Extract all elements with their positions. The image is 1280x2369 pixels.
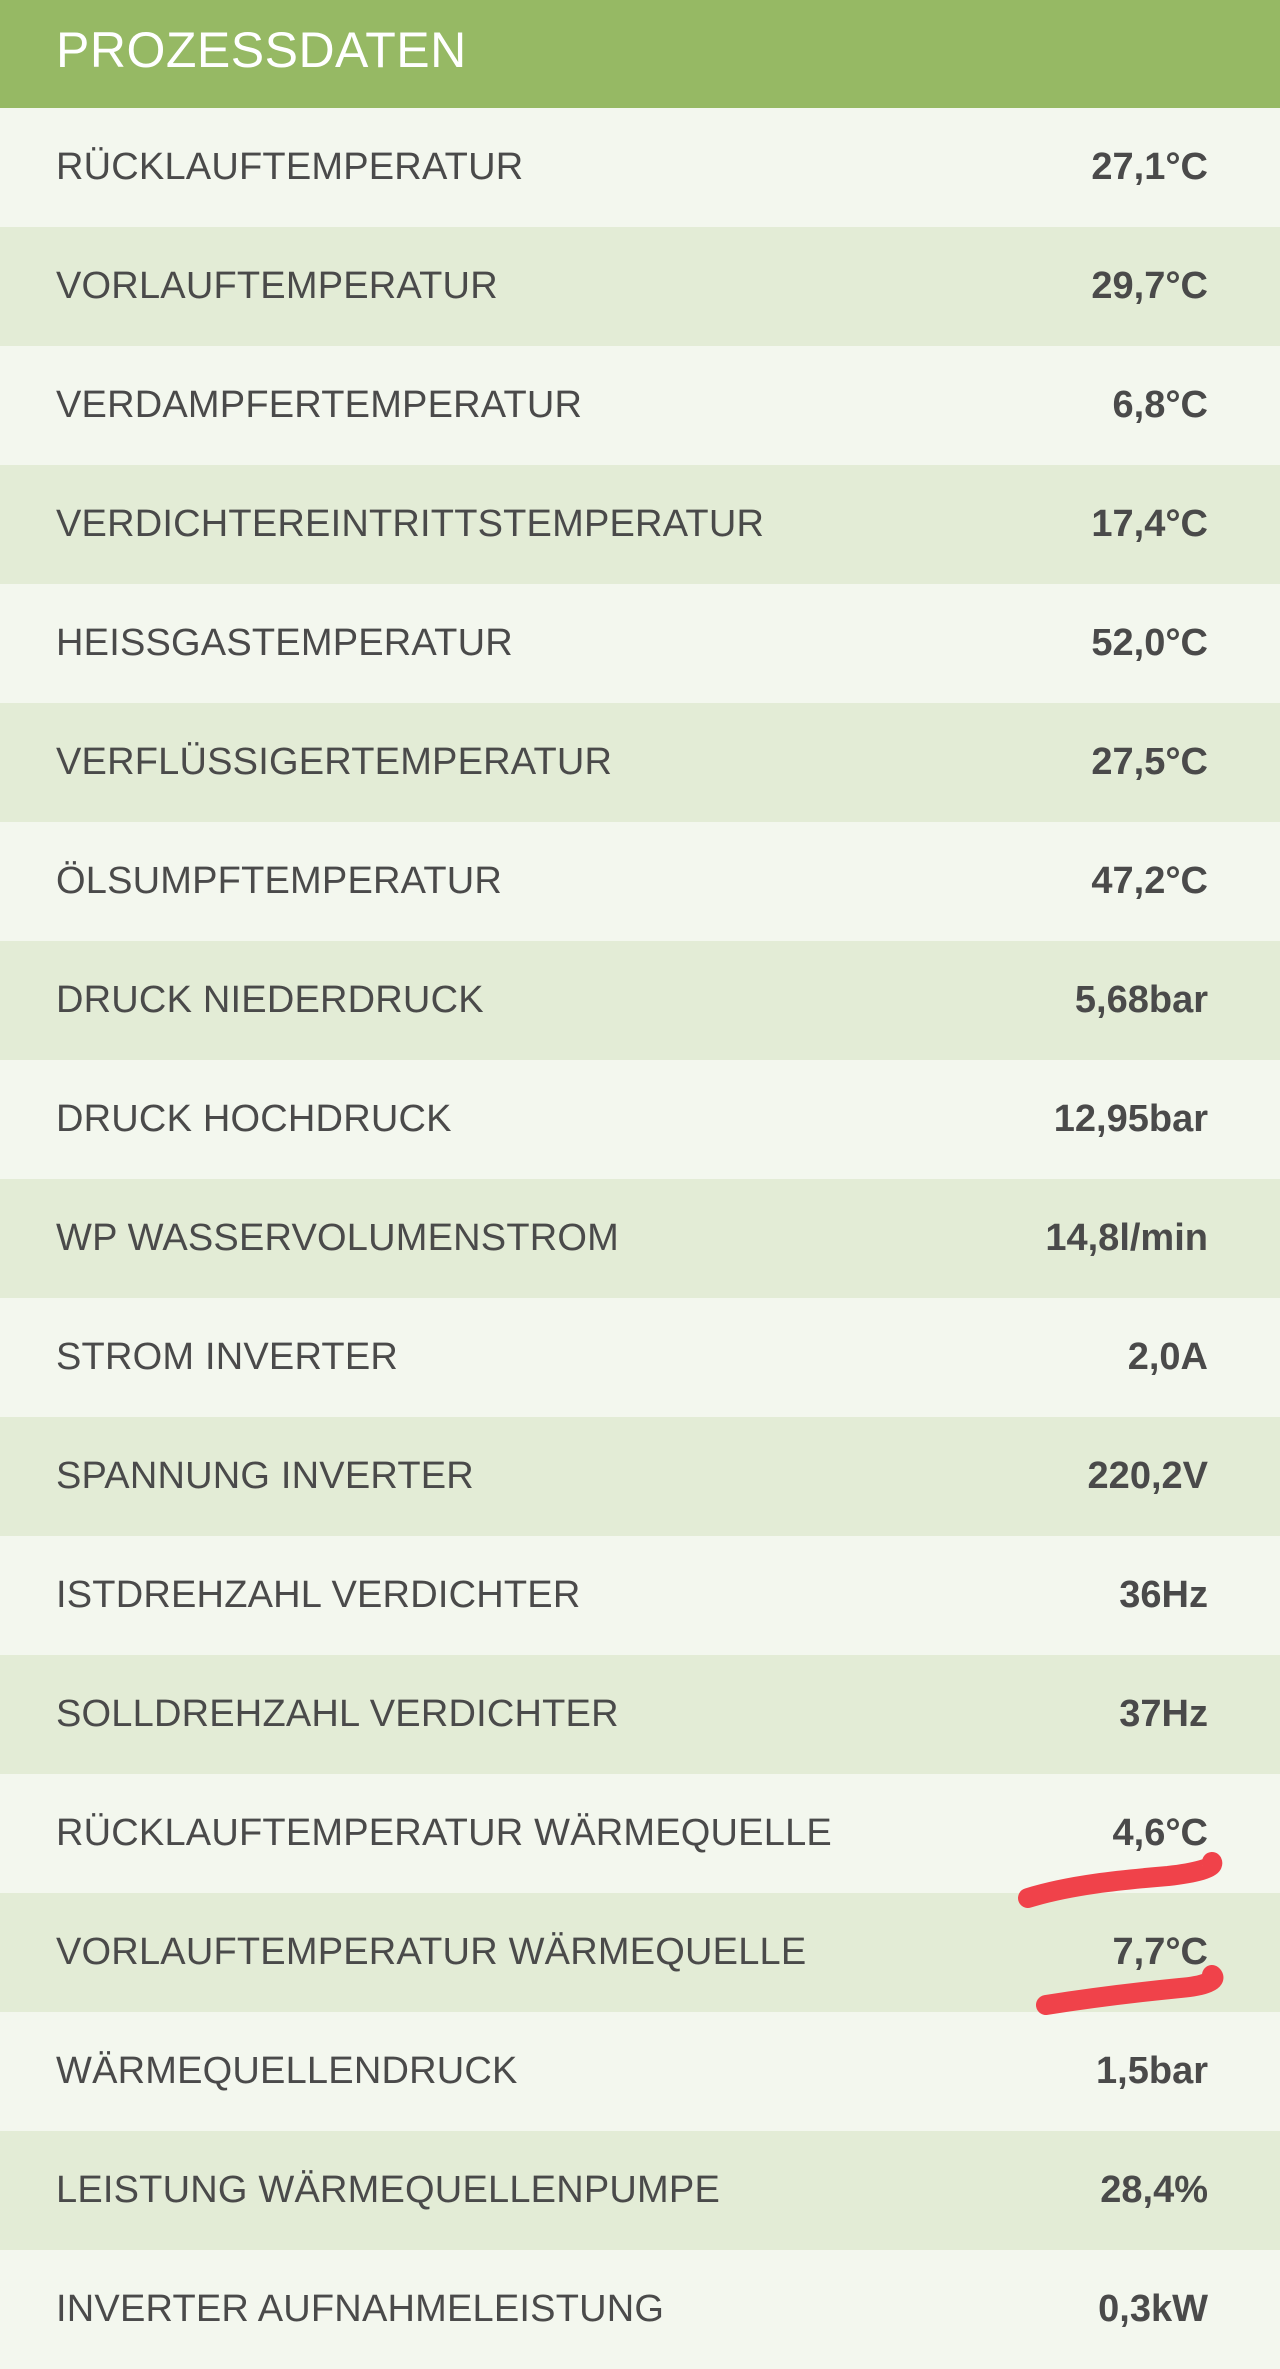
- data-row: [0, 1774, 1280, 1893]
- data-row: [0, 465, 1280, 584]
- row-value: 27,1°C: [1091, 146, 1208, 188]
- row-label: INVERTER AUFNAHMELEISTUNG: [56, 2288, 665, 2330]
- row-label: SPANNUNG INVERTER: [56, 1455, 474, 1497]
- row-label: ÖLSUMPFTEMPERATUR: [56, 860, 503, 902]
- process-data-list: [0, 108, 1280, 2369]
- row-value: 14,8l/min: [1045, 1217, 1208, 1259]
- row-label: RÜCKLAUFTEMPERATUR WÄRMEQUELLE: [56, 1812, 832, 1854]
- row-label: VERDICHTEREINTRITTSTEMPERATUR: [56, 503, 765, 545]
- row-label: VORLAUFTEMPERATUR WÄRMEQUELLE: [56, 1931, 807, 1973]
- row-value: 6,8°C: [1112, 384, 1208, 426]
- row-value: 27,5°C: [1091, 741, 1208, 783]
- data-row: [0, 941, 1280, 1060]
- row-value: 5,68bar: [1074, 979, 1208, 1021]
- row-label: WÄRMEQUELLENDRUCK: [56, 2050, 518, 2092]
- data-row: [0, 346, 1280, 465]
- data-row: [0, 1536, 1280, 1655]
- row-label: DRUCK HOCHDRUCK: [56, 1098, 452, 1140]
- data-row: [0, 2250, 1280, 2369]
- row-value: 29,7°C: [1091, 265, 1208, 307]
- row-label: VERDAMPFERTEMPERATUR: [56, 384, 583, 426]
- section-header: [0, 0, 1280, 108]
- row-value: 47,2°C: [1091, 860, 1208, 902]
- row-label: SOLLDREHZAHL VERDICHTER: [56, 1693, 619, 1735]
- data-row: [0, 703, 1280, 822]
- row-value: 37Hz: [1119, 1693, 1208, 1735]
- data-row: [0, 1298, 1280, 1417]
- row-label: RÜCKLAUFTEMPERATUR: [56, 146, 524, 188]
- row-value: 52,0°C: [1091, 622, 1208, 664]
- row-value: 4,6°C: [1112, 1812, 1208, 1854]
- row-label: VORLAUFTEMPERATUR: [56, 265, 498, 307]
- row-value: 17,4°C: [1091, 503, 1208, 545]
- data-row: [0, 1893, 1280, 2012]
- row-label: HEISSGASTEMPERATUR: [56, 622, 513, 664]
- data-row: [0, 1060, 1280, 1179]
- row-label: STROM INVERTER: [56, 1336, 399, 1378]
- row-label: VERFLÜSSIGERTEMPERATUR: [56, 741, 613, 783]
- data-row: [0, 822, 1280, 941]
- data-row: [0, 1417, 1280, 1536]
- data-row: [0, 1655, 1280, 1774]
- row-label: WP WASSERVOLUMENSTROM: [56, 1217, 620, 1259]
- data-row: [0, 227, 1280, 346]
- row-value: 36Hz: [1119, 1574, 1208, 1616]
- data-row: [0, 584, 1280, 703]
- data-row: [0, 108, 1280, 227]
- row-value: 1,5bar: [1096, 2050, 1208, 2092]
- data-row: [0, 1179, 1280, 1298]
- row-value: 12,95bar: [1053, 1098, 1208, 1140]
- row-label: ISTDREHZAHL VERDICHTER: [56, 1574, 581, 1616]
- row-value: 28,4%: [1100, 2169, 1208, 2211]
- row-label: LEISTUNG WÄRMEQUELLENPUMPE: [56, 2169, 720, 2211]
- row-label: DRUCK NIEDERDRUCK: [56, 979, 484, 1021]
- data-row: [0, 2012, 1280, 2131]
- row-value: 0,3kW: [1098, 2288, 1208, 2330]
- data-row: [0, 2131, 1280, 2250]
- row-value: 2,0A: [1127, 1336, 1208, 1378]
- row-value: 7,7°C: [1112, 1931, 1208, 1973]
- row-value: 220,2V: [1087, 1455, 1208, 1497]
- section-title: PROZESSDATEN: [56, 22, 467, 78]
